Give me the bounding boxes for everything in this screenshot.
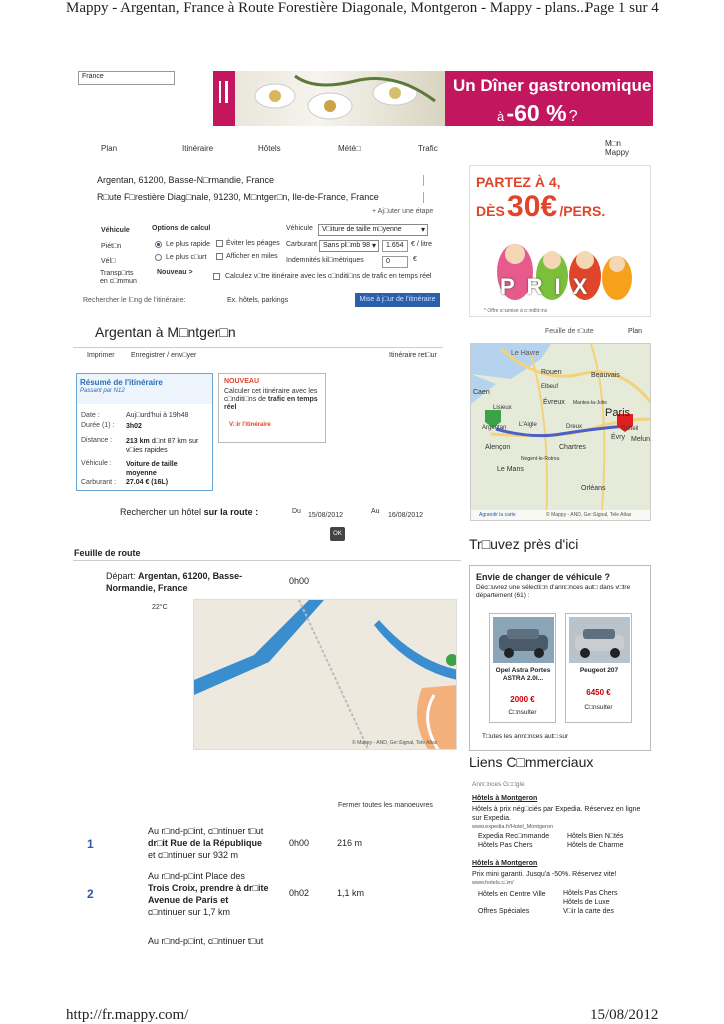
print-footer-url: http://fr.mappy.com/ <box>66 1007 189 1023</box>
car-name: Peugeot 207 <box>579 667 619 674</box>
prix-price: 30€ <box>507 190 558 223</box>
step-line: Avenue de Paris et <box>148 895 229 905</box>
temperature: 22°C <box>152 604 168 611</box>
fastest-radio[interactable] <box>155 241 162 248</box>
step-line: Trois Croix, prendre à dr□ite <box>148 883 269 893</box>
map-label-evry: Évry <box>611 434 625 441</box>
print-header-title: Mappy - Argentan, France à Route Forestière Diagonale, Montgeron - Mappy - plans... <box>66 0 588 16</box>
car-card[interactable] <box>489 613 556 723</box>
indemnities-input[interactable] <box>382 256 408 268</box>
close-all-link[interactable]: Fermer toutes les manoeuvres <box>338 802 433 809</box>
departure-map-canvas <box>194 600 457 750</box>
update-route-button[interactable]: Mise à j□ur de l'itinéraire <box>355 293 440 307</box>
step-distance: 216 m <box>337 838 363 848</box>
map-label-lehavre: Le Havre <box>511 350 540 357</box>
search-along-label: Rechercher le l□ng de l'itinéraire: <box>83 297 186 304</box>
map-label-chartres: Chartres <box>559 444 586 451</box>
map-label-elbeuf: Elbeuf <box>541 384 559 390</box>
nearby-box-sub: Déc□uvrez une sélecti□n d'ann□nces aut□ dans v□tre département (61) : <box>476 584 631 599</box>
ad1-title[interactable]: Hôtels à Montgeron <box>472 795 538 802</box>
car-photo <box>493 617 554 663</box>
fuel-label: Carburant <box>286 241 318 248</box>
vehicle-value: Voiture de taille moyenne <box>126 461 178 477</box>
route-summary <box>76 373 213 491</box>
date-from-label: Du <box>292 508 301 515</box>
ad2-link[interactable]: V□ir la carte des <box>563 908 614 915</box>
banner-line1: Un Dîner gastronomique <box>453 76 652 95</box>
divider <box>423 192 424 203</box>
distance-km: 213 km <box>126 438 150 445</box>
vehicle-field-label: Véhicule <box>286 225 313 232</box>
indemnities-label: Indemnités kil□métriques <box>286 257 364 264</box>
map-label-creteil: Créteil <box>621 426 639 432</box>
ad1-link[interactable]: Expedia Rec□mmande <box>478 833 550 840</box>
departure-map[interactable] <box>193 599 457 750</box>
map-label-beauvais: Beauvais <box>591 372 620 379</box>
fuel-cost-label: Carburant : <box>81 479 117 486</box>
prix-brand: PRIX <box>500 274 600 299</box>
print-footer-date: 15/08/2012 <box>590 1007 659 1023</box>
date-label: Date : <box>81 412 100 419</box>
car-card[interactable] <box>565 613 632 723</box>
departure-line <box>106 570 276 594</box>
nouveau-link[interactable]: Nouveau > <box>157 269 193 276</box>
prix-line2 <box>476 190 605 224</box>
map-label-dreux: Dreux <box>566 424 583 430</box>
ad-prix[interactable] <box>469 165 651 317</box>
roadbook-title: Feuille de route <box>74 548 141 558</box>
vehicle-select[interactable] <box>318 224 428 236</box>
avoid-tolls-label: Éviter les péages <box>226 240 280 247</box>
promo-text-bold: trafic en temps réel <box>224 396 318 411</box>
step-text <box>148 825 278 861</box>
vehicle-mode-label: Véhicule <box>101 227 130 234</box>
step-number: 1 <box>87 837 94 851</box>
map-label-alencon: Alençon <box>485 444 511 451</box>
search-along-input[interactable]: Ex. hôtels, parkings <box>227 297 289 304</box>
hotel-ok-button[interactable]: OK <box>330 527 345 541</box>
tab-mon-mappy[interactable] <box>605 139 629 157</box>
save-send-link[interactable]: Enregistrer / env□yer <box>131 352 197 359</box>
fuel-select-value: Sans pl□mb 98 <box>323 242 371 249</box>
map-label-paris: Paris <box>605 407 631 419</box>
banner-ad-diner[interactable] <box>213 71 653 126</box>
distance-label: Distance : <box>81 437 113 444</box>
to-field[interactable]: R□ute F□restière Diag□nale, 91230, M□ntger□n, Ile-de-France, France <box>97 192 379 202</box>
step-line: dr□it Rue de la République <box>148 838 262 848</box>
step-time: 0h02 <box>289 888 310 898</box>
mode-transports[interactable] <box>100 270 137 286</box>
map-label-lisieux: Lisieux <box>493 405 512 411</box>
nearby-title: Tr□uvez près d'ici <box>469 536 579 552</box>
overview-map[interactable] <box>470 343 651 521</box>
traffic-checkbox[interactable] <box>213 273 220 280</box>
hotel-search-a: Rechercher un hôtel <box>120 507 202 517</box>
plan-link[interactable]: Plan <box>628 328 643 335</box>
vehicle-select-value: V□iture de taille m□yenne <box>322 226 402 233</box>
cutlery-icon <box>213 71 235 126</box>
map-label-laigle: L'Aigle <box>519 422 537 428</box>
options-title: Options de calcul <box>152 225 211 232</box>
step-text <box>148 870 283 918</box>
car-consult-link[interactable]: C□nsulter <box>584 704 613 711</box>
miles-label: Afficher en miles <box>226 253 278 260</box>
map-label-argentan: Argentan <box>482 425 507 431</box>
ad2-link[interactable]: Hôtels de Luxe <box>563 899 610 906</box>
prix-pers: /PERS. <box>559 203 606 219</box>
depart-time: 0h00 <box>289 576 310 586</box>
map-label-mantes: Mantes-la-Jolie <box>573 400 607 406</box>
tab-trafic[interactable]: Trafic <box>418 144 438 153</box>
banner-food-photo <box>235 71 445 126</box>
miles-checkbox[interactable] <box>216 253 223 260</box>
prix-fine-print: * Offre s□umise à c□nditi□ns <box>484 308 548 314</box>
ad2-url[interactable]: www.hotels.c□m/ <box>472 880 514 886</box>
car-photo <box>569 617 630 663</box>
date-from-input[interactable]: 15/08/2012 <box>308 512 344 519</box>
ad1-text: Hôtels à prix nég□ciés par Expedia. Réservez en ligne sur Expedia. <box>472 806 641 822</box>
hotel-search-label <box>120 507 258 517</box>
banner-prefix: à <box>497 109 505 124</box>
mon-mappy-2: Mappy <box>605 148 630 157</box>
step-number: 2 <box>87 887 94 901</box>
fuel-price-value: 1.654 <box>386 242 404 249</box>
car-name: Opel Astra Portes ASTRA 2.0l... <box>495 667 551 682</box>
commercial-title: Liens C□mmerciaux <box>469 754 594 770</box>
ad1-link[interactable]: Hôtels de Charme <box>567 842 624 849</box>
map-copyright: © Mappy - AND, Ge□Signal, Tele Atlas <box>546 512 632 518</box>
duration-value: 3h02 <box>126 423 142 430</box>
ad2-text: Prix mini garanti. Jusqu'a -50%. Réservez vite! <box>472 871 617 878</box>
plates-image <box>235 71 445 126</box>
map-label-orleans: Orléans <box>581 485 606 492</box>
fuel-cost-value: 27.04 € (16L) <box>126 479 169 486</box>
mode-pieton[interactable]: Piét□n <box>101 243 122 250</box>
promo-badge: NOUVEAU <box>224 378 260 385</box>
summary-subtitle: Passant par N12 <box>80 388 125 394</box>
print-link[interactable]: Imprimer <box>87 352 115 359</box>
date-to-label: Au <box>371 508 380 515</box>
search-input[interactable] <box>78 71 175 85</box>
fuel-unit: € / litre <box>411 241 433 248</box>
return-route-link[interactable]: Itinéraire ret□ur <box>389 352 437 359</box>
step-distance: 1,1 km <box>337 888 365 898</box>
nearby-box <box>469 565 651 751</box>
tab-meteo[interactable]: Mété□ <box>338 144 361 153</box>
prix-line1: PARTEZ À 4, <box>476 174 561 190</box>
google-ads-label: Ann□nces G□□gle <box>472 781 525 788</box>
search-value: France <box>82 73 104 80</box>
map-label-melun: Melun <box>631 436 651 443</box>
date-value: Auj□urd'hui à 19h48 <box>126 412 189 419</box>
prix-des: DÈS <box>476 203 505 219</box>
banner-line2 <box>497 100 578 126</box>
avoid-tolls-checkbox[interactable] <box>216 240 223 247</box>
mode-velo[interactable]: Vél□ <box>101 258 116 265</box>
step-next-line: Au r□nd-p□int, c□ntinuer t□ut <box>148 936 264 946</box>
tab-hotels[interactable]: Hôtels <box>258 144 281 153</box>
depart-value: Argentan, 61200, Basse-Normandie, France <box>106 571 243 593</box>
fastest-label: Le plus rapide <box>166 241 210 248</box>
banner-suffix: ? <box>568 108 578 125</box>
transports-line2: en c□mmun <box>100 278 137 285</box>
add-step-link[interactable]: + Aj□uter une étape <box>372 208 434 215</box>
ad1-url[interactable]: www.expedia.fr/Hotel_Montgeron <box>472 824 554 830</box>
tab-itineraire[interactable]: Itinéraire <box>182 144 214 153</box>
vehicle-label: Véhicule : <box>81 460 112 467</box>
step-line: Au r□nd-p□int, c□ntinuer t□ut <box>148 826 264 836</box>
map-label-evreux: Évreux <box>543 399 565 406</box>
roadbook-link[interactable]: Feuille de r□ute <box>545 328 594 335</box>
transports-line1: Transp□rts <box>100 270 134 277</box>
indemnities-value: 0 <box>386 258 390 265</box>
map-label-nogent: Nogent-le-Rotrou <box>521 456 560 462</box>
distance-value <box>126 437 210 455</box>
step-line: Au r□nd-p□int Place des <box>148 871 245 881</box>
map-label-caen: Caen <box>473 389 490 396</box>
shortest-radio[interactable] <box>155 254 162 261</box>
ad2-title[interactable]: Hôtels à Montgeron <box>472 860 538 867</box>
map-label-rouen: Rouen <box>541 369 562 376</box>
depart-label: Départ: <box>106 571 136 581</box>
departure-map-copyright: © Mappy - AND, Ge□Signal, Tele Atlas <box>352 740 438 746</box>
car-price: 2000 € <box>510 695 535 704</box>
divider <box>423 175 424 186</box>
banner-logo <box>213 71 235 126</box>
ad1-link[interactable]: Hôtels Bien N□tés <box>567 833 624 840</box>
roadbook-rule <box>73 560 461 561</box>
car-price: 6450 € <box>586 688 611 697</box>
hotel-search-b: sur la route : <box>203 507 259 517</box>
step-line: et c□ntinuer sur 932 m <box>148 850 238 860</box>
indemnities-unit: € <box>413 256 417 263</box>
ad2-link[interactable]: Hôtels Pas Chers <box>563 890 618 897</box>
from-field[interactable]: Argentan, 61200, Basse-N□rmandie, France <box>97 175 275 185</box>
nearby-box-title: Envie de changer de véhicule ? <box>476 572 611 582</box>
all-car-ads-link[interactable]: T□utes les ann□nces aut□ sur <box>482 733 569 740</box>
duration-label: Durée (1) : <box>81 422 115 429</box>
print-header-page: Page 1 sur 4 <box>585 0 659 16</box>
promo-text <box>224 388 320 412</box>
distance-note: d□nt 87 km sur v□ies rapides <box>126 438 199 454</box>
ad2-link[interactable]: Hôtels en Centre Ville <box>478 891 546 898</box>
step-time: 0h00 <box>289 838 310 848</box>
date-to-input[interactable]: 16/08/2012 <box>388 512 424 519</box>
summary-title: Résumé de l'itinéraire <box>80 378 163 387</box>
step-line: c□ntinuer sur 1,7 km <box>148 907 230 917</box>
car-consult-link[interactable]: C□nsulter <box>508 709 537 716</box>
banner-discount: -60 % <box>506 100 567 126</box>
enlarge-map-link[interactable]: Agrandir la carte <box>479 512 516 518</box>
promo-link[interactable]: V□ir l'itinéraire <box>229 422 271 428</box>
ad2-link[interactable]: Offres Spéciales <box>478 908 530 915</box>
map-label-lemans: Le Mans <box>497 466 524 473</box>
ad1-link[interactable]: Hôtels Pas Chers <box>478 842 533 849</box>
route-title: Argentan à M□ntger□n <box>95 324 236 340</box>
fuel-select[interactable] <box>319 240 379 252</box>
traffic-promo <box>218 373 326 443</box>
mon-mappy-1: M□n <box>605 139 621 148</box>
shortest-label: Le plus c□urt <box>166 254 207 261</box>
traffic-label: Calculez v□tre itinéraire avec les c□nditi□ns de trafic en temps réel <box>225 273 432 280</box>
promo-text-1: Calculer cet itinéraire avec les c□nditi□ns de <box>224 388 318 403</box>
toolbar-top-rule <box>73 347 443 348</box>
tab-plan[interactable]: Plan <box>101 144 118 153</box>
fuel-price-input[interactable] <box>382 240 408 252</box>
